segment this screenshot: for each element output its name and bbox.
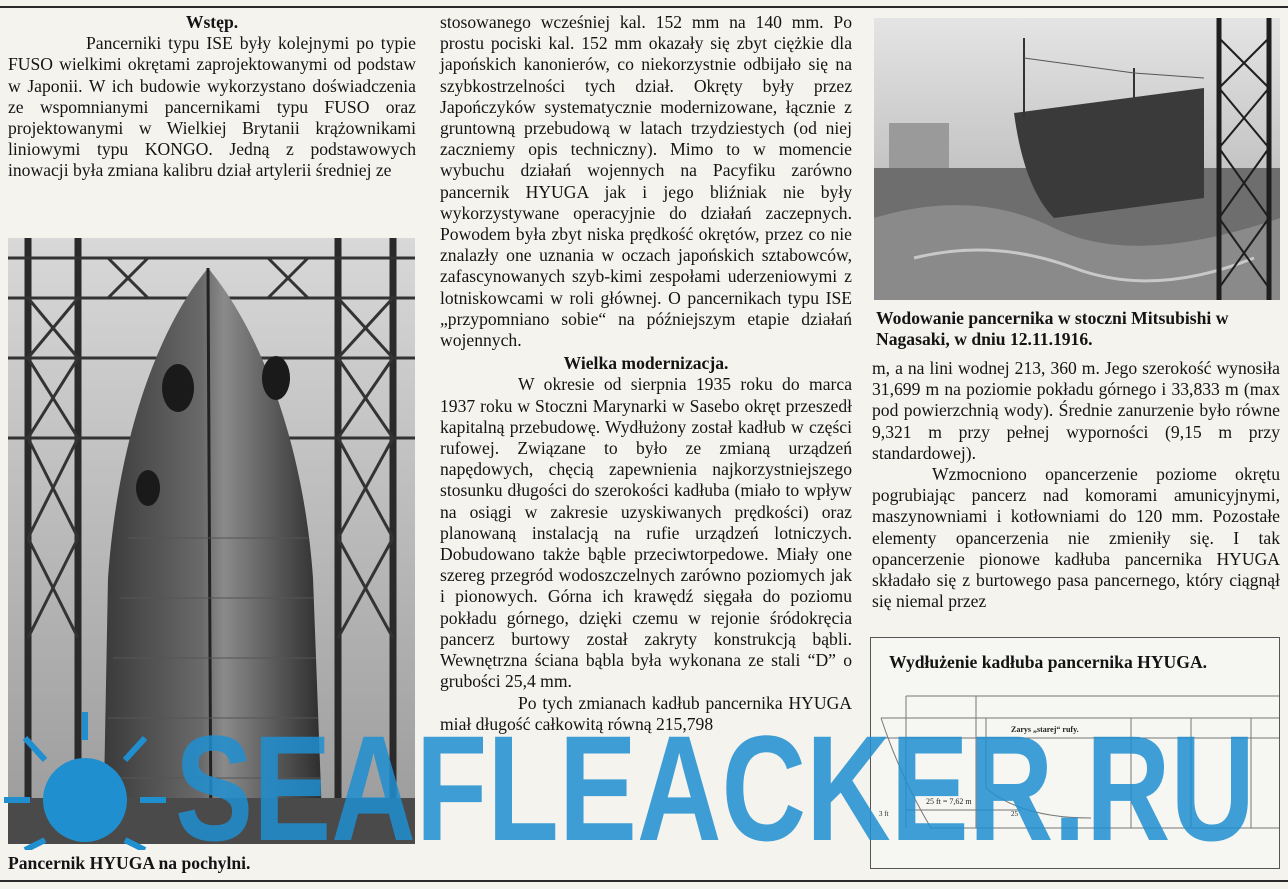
column-3 [872,358,1280,612]
column3-paragraph-2: Wzmocniono opancerzenie poziome okrętu pogrubiając pancerz nad komorami amunicyjnymi, maszynowniami i kotłowniami do 120 mm. Pozostałe elementy opancerzenia nie zmieniły się. I tak opancerzenie pionowe kadłuba pancernika HYUGA składało się z burtowego pasa pancernego, który ciągnął się niemal przez [872,464,1280,612]
launch-photo-caption: Wodowanie pancernika w stoczni Mitsubishi w Nagasaki, w dniu 12.11.1916. [876,308,1229,350]
bottom-rule [0,880,1288,882]
right-frame-label: 25 [1011,810,1018,818]
column3-paragraph-1: m, a na lini wodnej 213, 360 m. Jego szerokość wynosiła 31,699 m na poziomie pokładu górnego i 33,833 m (max pod powierzchnią wody). Średnie zanurzenie było równe 9,321 m przy pełnej wyporności (9,15 m przy standardowej). [872,358,1280,463]
ship-on-slipway-photo [8,238,415,844]
column-2 [440,12,852,735]
hull-extension-diagram [871,678,1279,868]
drawing-title: Wydłużenie kadłuba pancernika HYUGA. [889,652,1208,672]
dimension-label: 25 ft = 7,62 m [926,797,972,806]
column2-paragraph-2: W okresie od sierpnia 1935 roku do marca 1937 roku w Stoczni Marynarki w Sasebo okręt przeszedł kapitalną przebudowę. Wydłużony został kadłub w części rufowej. Związane to było ze zmianą urządzeń napędowych, chęcią zapewnienia najkorzystniejszego stosunku długości do szerokości kadłuba (miało to wpływ na osiągi w zakresie uzyskiwanych prędkości) oraz planowaną instalacją na rufie urządzeń lotniczych. Dobudowano także bąble przeciwtorpedowe. Miały one szereg przegród wodoszczelnych zarówno poziomych jak i pionowych. Górna ich krawędź sięgała do poziomu pokładu górnego, dzięki czemu w rejonie śródokręcia pancerz burtowy został zakryty konstrukcją bąbli. Wewnętrzna ściana bąbla była wykonana ze stali “D” o grubości 25,4 mm. [440,374,852,692]
column2-paragraph-1: stosowanego wcześniej kal. 152 mm na 140 mm. Po prostu pociski kal. 152 mm okazały się zbyt ciężkie dla japońskich kanonierów, co niekorzystnie odbijało się na szybkostrzelności tych dział. Okręty były przez Japończyków systematycznie modernizowane, łącznie z gruntowną przebudową w latach trzydziestych (od niej zaczniemy opis techniczny). Mimo to w momencie wybuchu działań wojennych na Pacyfiku zarówno pancernik HYUGA jak i jego bliźniak nie były wykorzystywane operacyjnie do działań zaczepnych. Powodem była zbyt niska prędkość okrętów, przez co nie znalazły one uznania w oczach japońskich sztabowców, zafascynowanych szyb-kimi zespołami uderzeniowymi z lotniskowcami w roli głównej. O pancernikach typu ISE „przypomniano sobie“ na późniejszym etapie działań wojennych. [440,12,852,351]
ship-photo-caption: Pancernik HYUGA na pochylni. [8,853,251,873]
intro-paragraph: Pancerniki typu ISE były kolejnymi po typie FUSO wielkimi okrętami zaprojektowanymi od podstaw w Japonii. W ich budowie wykorzystano doświadczenia ze wspomnianymi pancernikami typu FUSO oraz projektowanymi w Wielkiej Brytanii krążownikami liniowymi typu KONGO. Jedną z podstawowych inowacji była zmiana kalibru dział artylerii średniej ze [8,33,416,181]
hull-extension-drawing [870,637,1280,869]
left-frame-label: 3 ft [879,810,889,818]
launch-photo [874,18,1280,300]
top-rule [0,6,1288,8]
old-stern-label: Zarys „starej“ rufy. [1011,725,1079,734]
column-1 [8,12,416,182]
intro-heading: Wstęp. [185,12,239,32]
watermark-text: SEAFLEACKER.RU [175,704,1255,850]
modernization-heading: Wielka modernizacja. [563,353,729,374]
column2-paragraph-3: Po tych zmianach kadłub pancernika HYUGA miał długość całkowitą równą 215,798 [440,692,852,734]
